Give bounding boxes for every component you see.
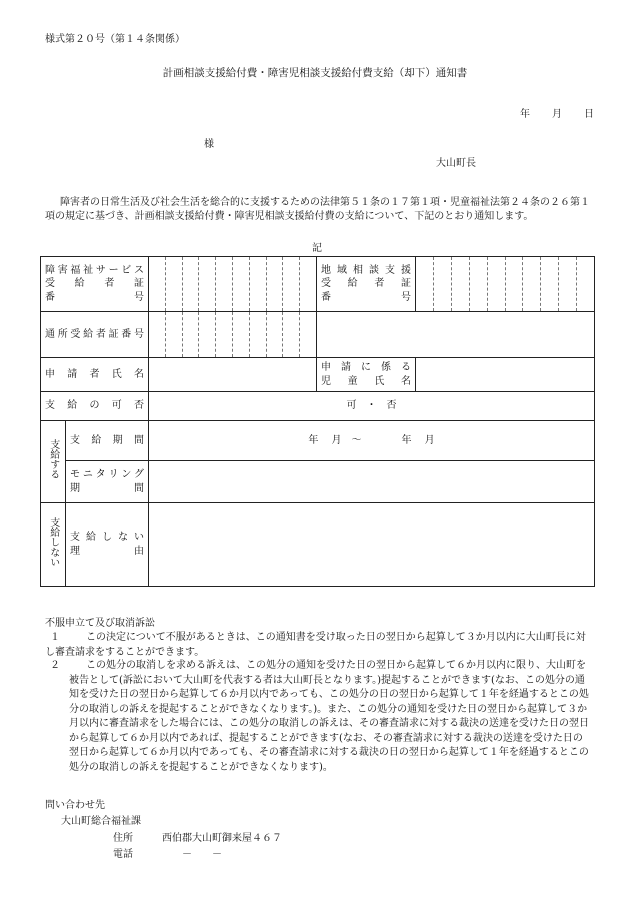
- approval-label: 支 給 の 可 否: [41, 392, 149, 421]
- tel-value: － －: [182, 849, 222, 860]
- document-title: 計画相談支援給付費・障害児相談支援給付費支給（却下）通知書: [162, 67, 468, 79]
- issue-date: [520, 108, 594, 122]
- date-day: 日: [584, 109, 594, 120]
- date-year: 年: [520, 109, 530, 120]
- tel-label: 電話: [113, 849, 133, 860]
- welfare-cert-number-boxes[interactable]: [149, 257, 317, 312]
- objection-title: 不服申立て及び取消訴訟: [45, 618, 155, 629]
- child-name-field[interactable]: [416, 358, 595, 392]
- form-number: 様式第２０号（第１４条関係）: [45, 34, 185, 45]
- objection-item-2: [45, 659, 590, 775]
- objection-item-text: この決定について不服があるときは、この通知書を受け取った日の翌日から起算して３か月以内に大山町長に対し審査請求をすることができます。: [45, 632, 586, 658]
- intro-paragraph: 障害者の日常生活及び社会生活を総合的に支援するための法律第５１条の１７第１項・児童福祉法第２４条の２６第１項の規定に基づき、計画相談支援給付費・障害児相談支援給付費の支給について、下記のとおり通知します。: [45, 197, 590, 222]
- objection-item-number: １: [50, 632, 60, 643]
- grant-group-text: 支給する: [47, 439, 59, 480]
- approval-value[interactable]: 可 ・ 否: [149, 392, 595, 421]
- objection-item-1: [45, 631, 590, 660]
- objection-item-text: この処分の取消しを求める訴えは、この処分の通知を受けた日の翌日から起算して６か月以内に限り、大山町を被告として(訴訟において大山町を代表する者は大山町長となります。)提起することができます(なお、この処分の通知を受けた日の翌日から起算して６か月以内であっても、この処分の日の翌日から起算して１年を経過するとこの処分の取消しの訴えを提起することができなくなります。)。また、この処分の通知を受けた日の翌日から起算して３か月以内に審査請求をした場合には、この処分の取消しの訴えは、その審査請求に対する裁決の送達を受けた日の翌日から起算して６か月以内であれば、提起することができます(なお、その審査請求に対する裁決の送達を受けた日の翌日から起算して６か月以内であっても、その審査請求に対する裁決の日の翌日から起算して１年を経過するとこの処分の取消しの訴えを提起することができなくなります)。: [69, 660, 589, 773]
- date-month: 月: [552, 109, 562, 120]
- addressee-suffix: 様: [204, 139, 214, 150]
- day-service-blank: [317, 312, 595, 358]
- contact-title: 問い合わせ先: [45, 800, 105, 811]
- deny-reason-field[interactable]: [149, 503, 595, 587]
- objection-item-number: ２: [50, 660, 60, 671]
- community-cert-number-boxes[interactable]: [416, 257, 595, 312]
- monitoring-label: モニタリング 期 間: [66, 461, 149, 503]
- period-value[interactable]: 年 月 ～ 年 月: [149, 421, 595, 461]
- address-label: 住所: [113, 833, 133, 844]
- day-service-cert-number-boxes[interactable]: [149, 312, 317, 358]
- ki-heading: 記: [312, 243, 322, 254]
- contact-department: 大山町総合福祉課: [61, 816, 141, 827]
- notice-table: [40, 256, 595, 587]
- welfare-cert-label: 障害福祉サービス 受 給 者 証 番 号: [41, 257, 149, 312]
- deny-group-text: 支給しない: [47, 517, 59, 568]
- monitoring-field[interactable]: [149, 461, 595, 503]
- community-cert-label: 地域相談支援 受 給 者 証 番 号: [317, 257, 416, 312]
- period-label: 支 給 期 間: [66, 421, 149, 461]
- deny-reason-label: 支給しない 理 由: [66, 503, 149, 587]
- day-service-cert-label: 通所受給者証番号: [41, 312, 149, 358]
- issuer-name: 大山町長: [436, 158, 476, 169]
- applicant-name-label: 申 請 者 氏 名: [41, 358, 149, 392]
- deny-group-label: [41, 503, 66, 587]
- applicant-name-field[interactable]: [149, 358, 317, 392]
- grant-group-label: [41, 421, 66, 503]
- address-value: 西伯郡大山町御来屋４６７: [162, 833, 282, 844]
- child-name-label: 申 請 に 係 る 児 童 氏 名: [317, 358, 416, 392]
